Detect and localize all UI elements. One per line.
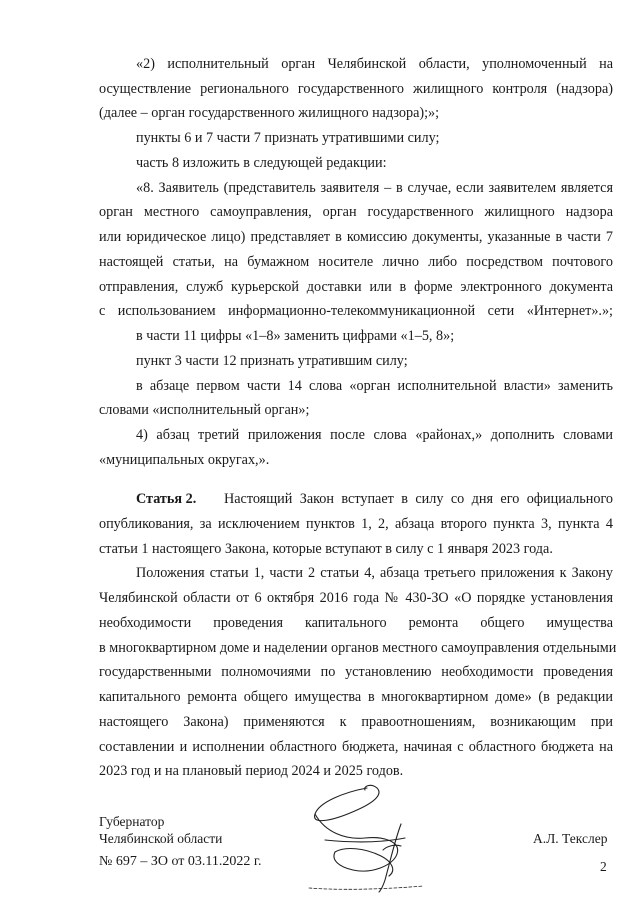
body-line: пункт 3 части 12 признать утратившим силу; bbox=[136, 353, 408, 369]
article-line: капитального ремонта общего имущества в многоквартирном доме» (в редакции bbox=[99, 689, 613, 705]
page-number: 2 bbox=[600, 859, 607, 874]
body-line: настоящей статьи, на бумажном носителе лично либо посредством почтового bbox=[99, 254, 613, 270]
governor-title: Губернатор bbox=[99, 814, 165, 829]
article-line: 2023 год и на плановый период 2024 и 2025 годов. bbox=[99, 763, 404, 779]
article-line: Положения статьи 1, части 2 статьи 4, абзаца третьего приложения к Закону bbox=[136, 565, 613, 581]
body-line: орган местного самоуправления, орган государственного жилищного надзора bbox=[99, 204, 613, 220]
article-line: необходимости проведения капитального ремонта общего имущества bbox=[99, 615, 613, 631]
governor-name: А.Л. Текслер bbox=[533, 831, 608, 846]
article-line: государственными полномочиями по установлению необходимости проведения bbox=[99, 664, 613, 680]
body-line: осуществление регионального государственного жилищного контроля (надзора) bbox=[99, 81, 613, 97]
article-heading: Статья 2. bbox=[136, 491, 197, 507]
law-number: № 697 – ЗО от 03.11.2022 г. bbox=[99, 854, 262, 869]
body-line: словами «исполнительный орган»; bbox=[99, 402, 310, 418]
article-line: в многоквартирном доме и наделении органов местного самоуправления отдельными bbox=[99, 640, 617, 656]
governor-region: Челябинской области bbox=[99, 831, 223, 846]
article-line: составлении и исполнении областного бюджета, начиная с областного бюджета на bbox=[99, 739, 613, 755]
body-line: (далее – орган государственного жилищного надзора);»; bbox=[99, 105, 440, 121]
body-line: отправления, служб курьерской доставки или в форме электронного документа bbox=[99, 279, 613, 295]
article-line: опубликования, за исключением пунктов 1, 2, абзаца второго пункта 3, пункта 4 bbox=[99, 516, 613, 532]
article-line: Челябинской области от 6 октября 2016 года № 430-ЗО «О порядке установления bbox=[99, 590, 613, 606]
body-line: «8. Заявитель (представитель заявителя – в случае, если заявителем является bbox=[136, 180, 613, 196]
body-line: 4) абзац третий приложения после слова «районах,» дополнить словами bbox=[136, 427, 613, 443]
article-line: настоящего Закона) применяются к правоотношениям, возникающим при bbox=[99, 714, 613, 730]
body-line: в абзаце первом части 14 слова «орган исполнительной власти» заменить bbox=[136, 378, 613, 394]
signature-image bbox=[305, 780, 425, 895]
body-line: часть 8 изложить в следующей редакции: bbox=[136, 155, 387, 171]
body-line: пункты 6 и 7 части 7 признать утратившими силу; bbox=[136, 130, 440, 146]
body-line: в части 11 цифры «1–8» заменить цифрами «1–5, 8»; bbox=[136, 328, 455, 344]
article-line: Настоящий Закон вступает в силу со дня его официального bbox=[224, 491, 613, 507]
body-line: «2) исполнительный орган Челябинской области, уполномоченный на bbox=[136, 56, 613, 72]
body-line: с использованием информационно-телекоммуникационной сети «Интернет».»; bbox=[99, 303, 613, 319]
body-line: «муниципальных округах,». bbox=[99, 452, 270, 468]
body-line: или юридическое лицо) представляет в комиссию документы, указанные в части 7 bbox=[99, 229, 613, 245]
article-line: статьи 1 настоящего Закона, которые вступают в силу с 1 января 2023 года. bbox=[99, 541, 553, 557]
